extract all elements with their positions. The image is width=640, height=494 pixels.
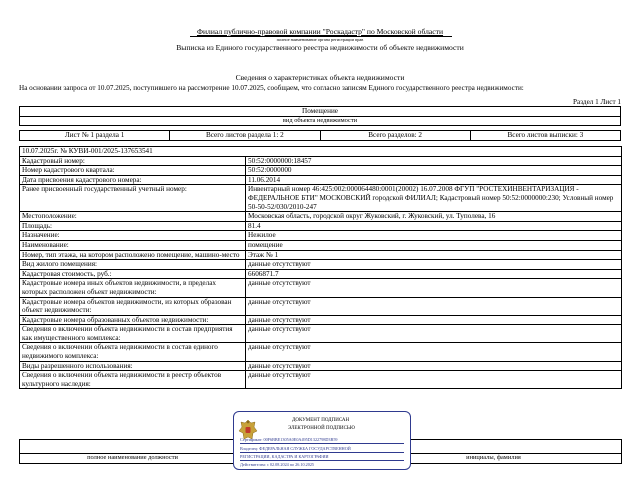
org-name: Филиал публично-правовой компании "Роскадастр" по Московской области: [196, 27, 444, 36]
table-row: [20, 221, 622, 231]
table-row: [20, 166, 622, 176]
table-row: [20, 231, 622, 241]
table-row: [20, 315, 622, 325]
object-type-table: [19, 106, 621, 126]
table-row: [20, 361, 622, 371]
stamp-owner-1: Владелец: ФЕДЕРАЛЬНАЯ СЛУЖБА ГОСУДАРСТВЕННОЙ: [240, 446, 351, 451]
stamp-title-2: ЭЛЕКТРОННОЙ ПОДПИСЬЮ: [288, 426, 355, 431]
row-label: Кадастровая стоимость, руб.:: [20, 269, 246, 279]
section-title: Сведения о характеристиках объекта недвижимости: [235, 73, 405, 82]
total-sheets-section: Всего листов раздела 1: 2: [170, 131, 320, 141]
table-row: [20, 269, 622, 279]
position-caption: полное наименование должности: [20, 454, 246, 464]
row-label: Кадастровые номера образованных объектов недвижимости:: [20, 315, 246, 325]
sheet-info-table: [19, 130, 621, 141]
row-value: 50:52:0000000: [246, 166, 622, 176]
row-label: Кадастровые номера объектов недвижимости, из которых образован объект недвижимости:: [20, 297, 246, 315]
row-label: Кадастровые номера иных объектов недвижимости, в пределах которых расположен объект недвижимости:: [20, 279, 246, 297]
name-caption: инициалы, фамилия: [366, 454, 622, 464]
date-number: 10.07.2025г. № КУВИ-001/2025-137653541: [20, 147, 622, 157]
sheet-number: Лист № 1 раздела 1: [20, 131, 170, 141]
table-row: [20, 343, 622, 361]
table-row: [20, 250, 622, 260]
row-label: Кадастровый номер:: [20, 156, 246, 166]
row-value: Нежилое: [246, 231, 622, 241]
table-row: [20, 240, 622, 250]
row-value: данные отсутствуют: [246, 297, 622, 315]
object-type: Помещение: [20, 107, 621, 117]
row-value: данные отсутствуют: [246, 260, 622, 270]
row-value: данные отсутствуют: [246, 361, 622, 371]
stamp-owner-2: РЕГИСТРАЦИИ, КАДАСТРА И КАРТОГРАФИИ: [240, 454, 329, 459]
row-label: Номер кадастрового квартала:: [20, 166, 246, 176]
table-row: [20, 371, 622, 389]
total-sheets-extract: Всего листов выписки: 3: [470, 131, 620, 141]
row-value: 6606871.7: [246, 269, 622, 279]
org-caption: полное наименование органа регистрации прав: [276, 37, 364, 42]
stamp-title-1: ДОКУМЕНТ ПОДПИСАН: [292, 418, 350, 423]
row-label: Дата присвоения кадастрового номера:: [20, 175, 246, 185]
row-value: Московская область, городской округ Жуковский, г. Жуковский, ул. Туполева, 16: [246, 212, 622, 222]
row-value: Инвентарный номер 46:425:002:000064480:0001(20002) 16.07.2008 ФГУП "РОСТЕХИНВЕНТАРИЗАЦИЯ - ФЕДЕРАЛЬНОЕ БТИ" МОСКОВСКИЙ городской ФИЛИАЛ; Кадастровый номер 50:52:0000000:230; Условный номер 50-50-52/030/2010-247: [246, 185, 622, 212]
row-value: 11.06.2014: [246, 175, 622, 185]
row-value: 50:52:0000000:18457: [246, 156, 622, 166]
table-row: [20, 260, 622, 270]
row-value: Этаж № 1: [246, 250, 622, 260]
row-label: Сведения о включении объекта недвижимости в реестр объектов культурного наследия:: [20, 371, 246, 389]
stamp-certificate: Сертификат: 00F6BBE1305A0E0A495D1322798D3B59: [240, 437, 338, 442]
row-label: Наименование:: [20, 240, 246, 250]
row-label: Виды разрешенного использования:: [20, 361, 246, 371]
row-value: данные отсутствуют: [246, 315, 622, 325]
table-row: [20, 279, 622, 297]
row-value: данные отсутствуют: [246, 279, 622, 297]
row-label: Ранее присвоенный государственный учетный номер:: [20, 185, 246, 212]
characteristics-table: [19, 146, 622, 389]
section-number: Раздел 1 Лист 1: [573, 98, 621, 106]
row-label: Местоположение:: [20, 212, 246, 222]
row-label: Назначение:: [20, 231, 246, 241]
row-label: Номер, тип этажа, на котором расположено помещение, машино-место: [20, 250, 246, 260]
row-value: данные отсутствуют: [246, 343, 622, 361]
row-value: 81.4: [246, 221, 622, 231]
e-signature-stamp: [233, 411, 411, 470]
row-value: помещение: [246, 240, 622, 250]
position-cell: [20, 440, 246, 454]
table-row: [20, 156, 622, 166]
table-row: [20, 325, 622, 343]
row-value: данные отсутствуют: [246, 325, 622, 343]
row-value: данные отсутствуют: [246, 371, 622, 389]
document-title: Выписка из Единого государственного реестра недвижимости об объекте недвижимости: [176, 43, 464, 52]
total-sections: Всего разделов: 2: [320, 131, 470, 141]
stamp-validity: Действителен: с 02.08.2024 по 26.10.2025: [240, 462, 315, 467]
table-row: [20, 297, 622, 315]
row-label: Сведения о включении объекта недвижимости в состав единого недвижимого комплекса:: [20, 343, 246, 361]
stamp-divider-1: [240, 443, 404, 444]
table-row: [20, 175, 622, 185]
row-label: Площадь:: [20, 221, 246, 231]
row-label: Сведения о включении объекта недвижимости в состав предприятия как имущественного комплекса:: [20, 325, 246, 343]
table-row: [20, 185, 622, 212]
stamp-divider-3: [240, 460, 404, 461]
table-row: [20, 212, 622, 222]
row-label: Вид жилого помещения:: [20, 260, 246, 270]
stamp-divider-2: [240, 452, 404, 453]
intro-text: На основании запроса от 10.07.2025, поступившего на рассмотрение 10.07.2025, сообщаем, что согласно записям Единого государственного реестра недвижимости:: [19, 84, 524, 92]
object-type-caption: вид объекта недвижимости: [20, 116, 621, 126]
